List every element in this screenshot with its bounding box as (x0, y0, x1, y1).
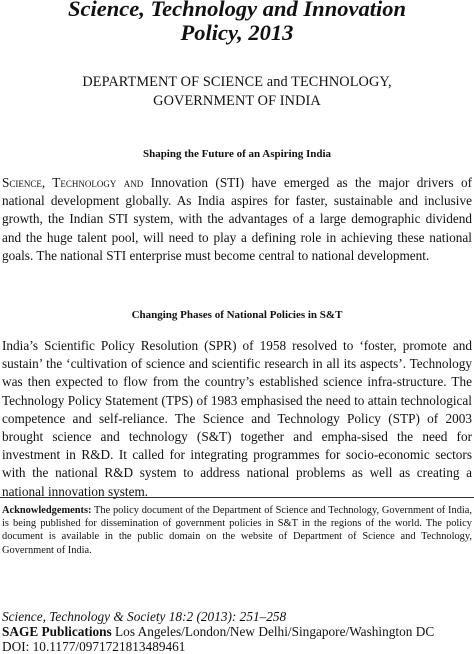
document-title-line-2: Policy, 2013 (180, 20, 294, 45)
publisher-line (2, 624, 472, 639)
department-line-2: GOVERNMENT OF INDIA (153, 93, 321, 109)
publisher-name: SAGE Publications (2, 624, 112, 639)
section-paragraph-changing-phases: India’s Scientific Policy Resolution (SPR) of 1958 resolved to ‘foster, promote and sustain’ the ‘cultivation of science and scientific research in all its aspects’. Technology was then expected to flow from the country’s established science infra-structure. The Technology Policy Statement (TPS) of 1983 emphasised the need to attain technological competence and self-reliance. The Science and Technology Policy (STP) of 2003 brought science and technology (S&T) together and empha-sised the need for investment in R&D. It called for integrating programmes for socio-economic sectors with the national R&D system to address national problems as well as creating a national innovation system. (2, 338, 472, 499)
footnote-divider (0, 497, 474, 498)
doi-line: DOI: 10.1177/0971721813489461 (2, 639, 186, 654)
department-line-1: DEPARTMENT OF SCIENCE and TECHNOLOGY, (82, 74, 392, 90)
section-heading-aspiring-india: Shaping the Future of an Aspiring India (142, 148, 332, 160)
acknowledgements-text: The policy document of the Department of Science and Technology, Government of India, is being published for dissemination of government policies in S&T in the regions of the world. The policy document is available in the public domain on the website of Department of Science and Technology, Government of India. (2, 505, 472, 556)
journal-citation: Science, Technology & Society 18:2 (2013): 251–258 (2, 609, 287, 624)
paragraph-lead-smallcaps: Science, Technology and (2, 175, 144, 190)
section-heading-changing-phases: Changing Phases of National Policies in S&T (131, 309, 343, 321)
paragraph-body-text: Innovation (STI) have emerged as the major drivers of national development globally. As India aspires for faster, sustainable and inclusive growth, the Indian STI system, with the advantages of a large demographic dividend and the huge talent pool, will need to play a defining role in achieving these national goals. The national STI enterprise must become central to national development. (2, 175, 473, 263)
section-paragraph-aspiring-india (2, 174, 472, 265)
acknowledgements-note (2, 504, 472, 557)
publisher-locations: Los Angeles/London/New Delhi/Singapore/Washington DC (111, 624, 435, 639)
document-title-line-1: Science, Technology and Innovation (68, 0, 406, 21)
acknowledgements-label: Acknowledgements: (2, 505, 92, 516)
